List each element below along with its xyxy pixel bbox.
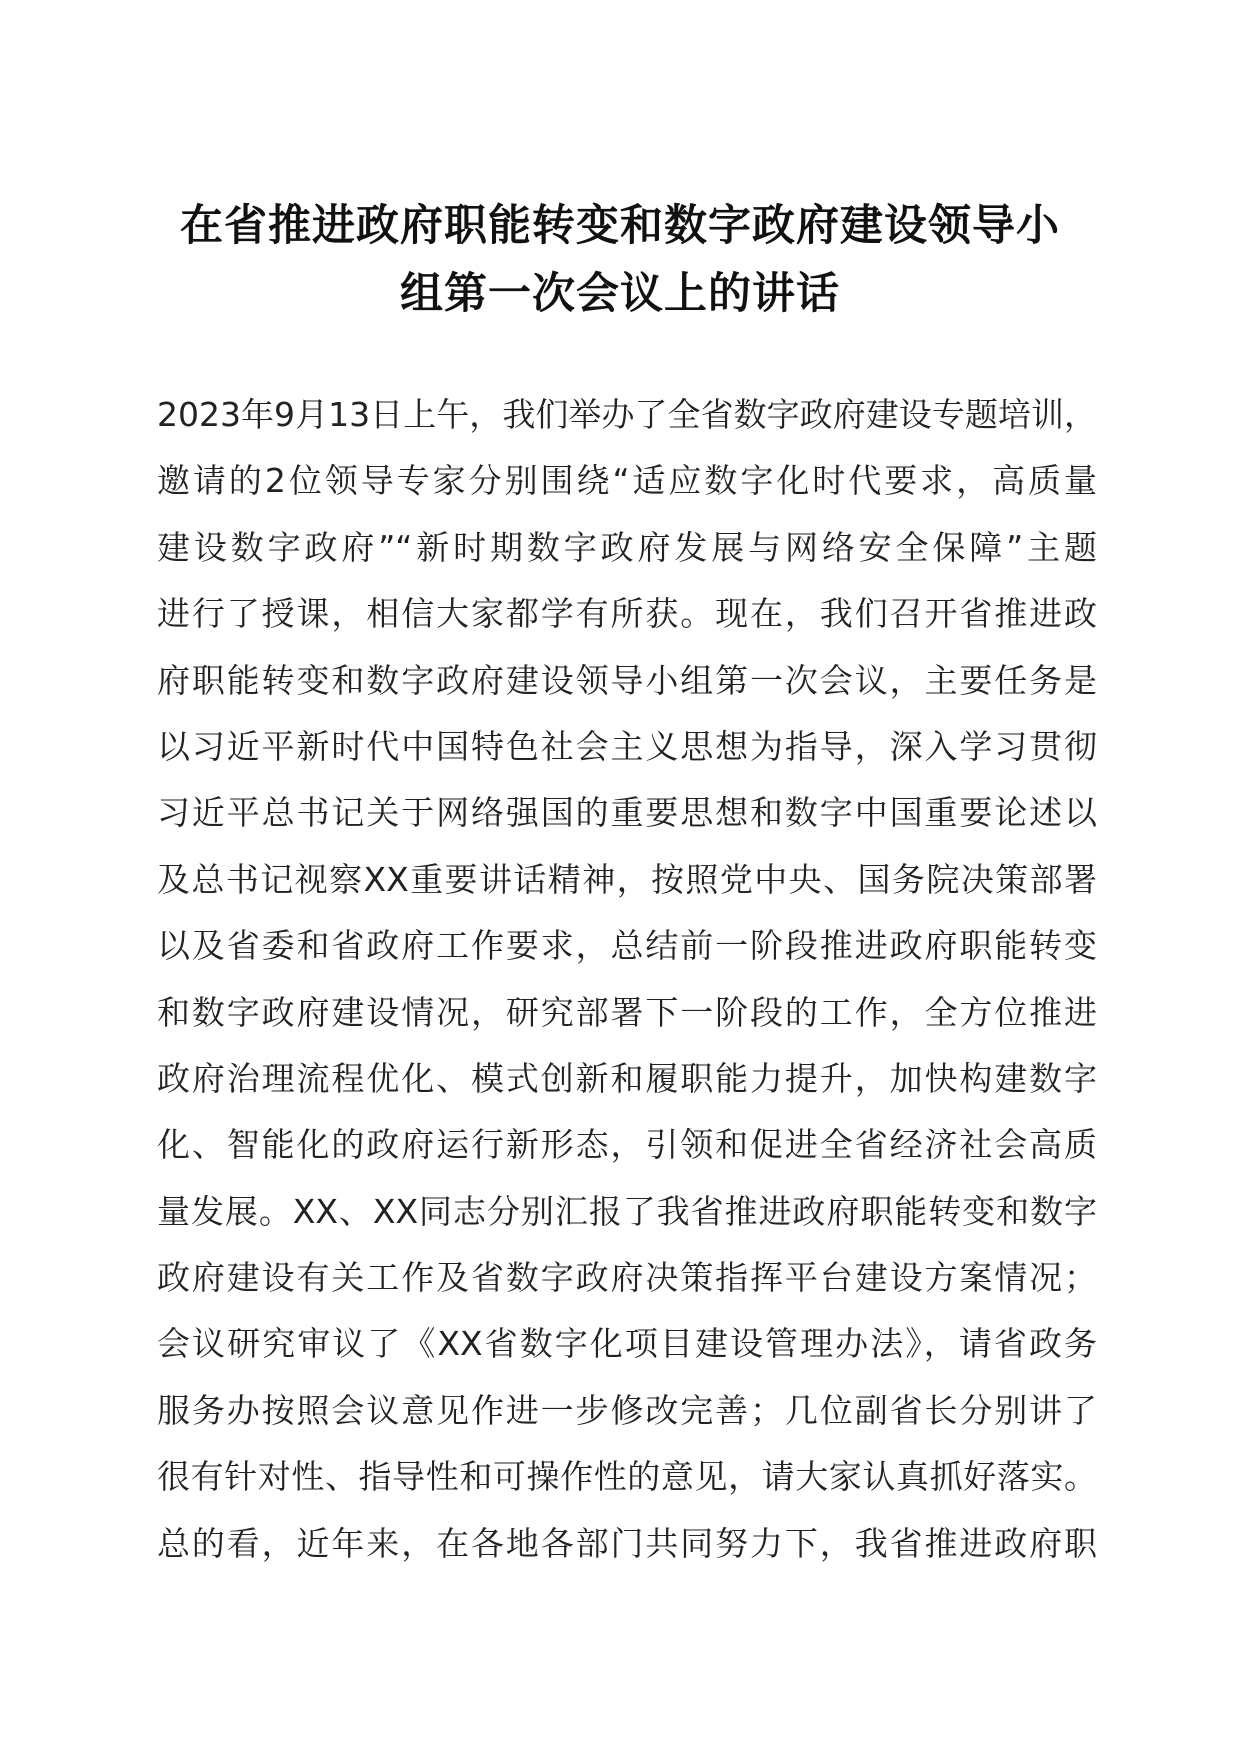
- body-line: 量发展。XX、XX同志分别汇报了我省推进政府职能转变和数字: [157, 1191, 1097, 1231]
- document-title: [150, 192, 1090, 328]
- body-line: 会议研究审议了《XX省数字化项目建设管理办法》，请省政务: [157, 1324, 1097, 1364]
- body-line: 总的看，近年来，在各地各部门共同努力下，我省推进政府职: [157, 1523, 1097, 1563]
- body-line: 邀请的2位领导专家分别围绕“适应数字化时代要求，高质量: [157, 461, 1097, 501]
- body-line: 政府治理流程优化、模式创新和履职能力提升，加快构建数字: [157, 1058, 1097, 1098]
- body-line: 进行了授课，相信大家都学有所获。现在，我们召开省推进政: [157, 594, 1097, 634]
- body-line: 建设数字政府”“新时期数字政府发展与网络安全保障”主题: [157, 527, 1097, 567]
- body-line: 及总书记视察XX重要讲话精神，按照党中央、国务院决策部署: [157, 859, 1097, 899]
- title-line: 组第一次会议上的讲话: [400, 269, 840, 319]
- body-line: 2023年9月13日上午，我们举办了全省数字政府建设专题培训，: [157, 395, 1097, 434]
- body-line: 政府建设有关工作及省数字政府决策指挥平台建设方案情况；: [157, 1258, 1097, 1298]
- body-line: 很有针对性、指导性和可操作性的意见，请大家认真抓好落实。: [157, 1457, 1097, 1497]
- body-line: 府职能转变和数字政府建设领导小组第一次会议，主要任务是: [157, 660, 1097, 700]
- body-line: 化、智能化的政府运行新形态，引领和促进全省经济社会高质: [157, 1125, 1097, 1165]
- body-line: 和数字政府建设情况，研究部署下一阶段的工作，全方位推进: [157, 992, 1097, 1032]
- body-line: 以及省委和省政府工作要求，总结前一阶段推进政府职能转变: [157, 926, 1097, 966]
- document-body: [157, 382, 1097, 1577]
- title-line: 在省推进政府职能转变和数字政府建设领导小: [180, 201, 1060, 251]
- body-line: 习近平总书记关于网络强国的重要思想和数字中国重要论述以: [157, 793, 1097, 833]
- body-line: 以习近平新时代中国特色社会主义思想为指导，深入学习贯彻: [157, 726, 1097, 766]
- body-line: 服务办按照会议意见作进一步修改完善；几位副省长分别讲了: [157, 1390, 1097, 1430]
